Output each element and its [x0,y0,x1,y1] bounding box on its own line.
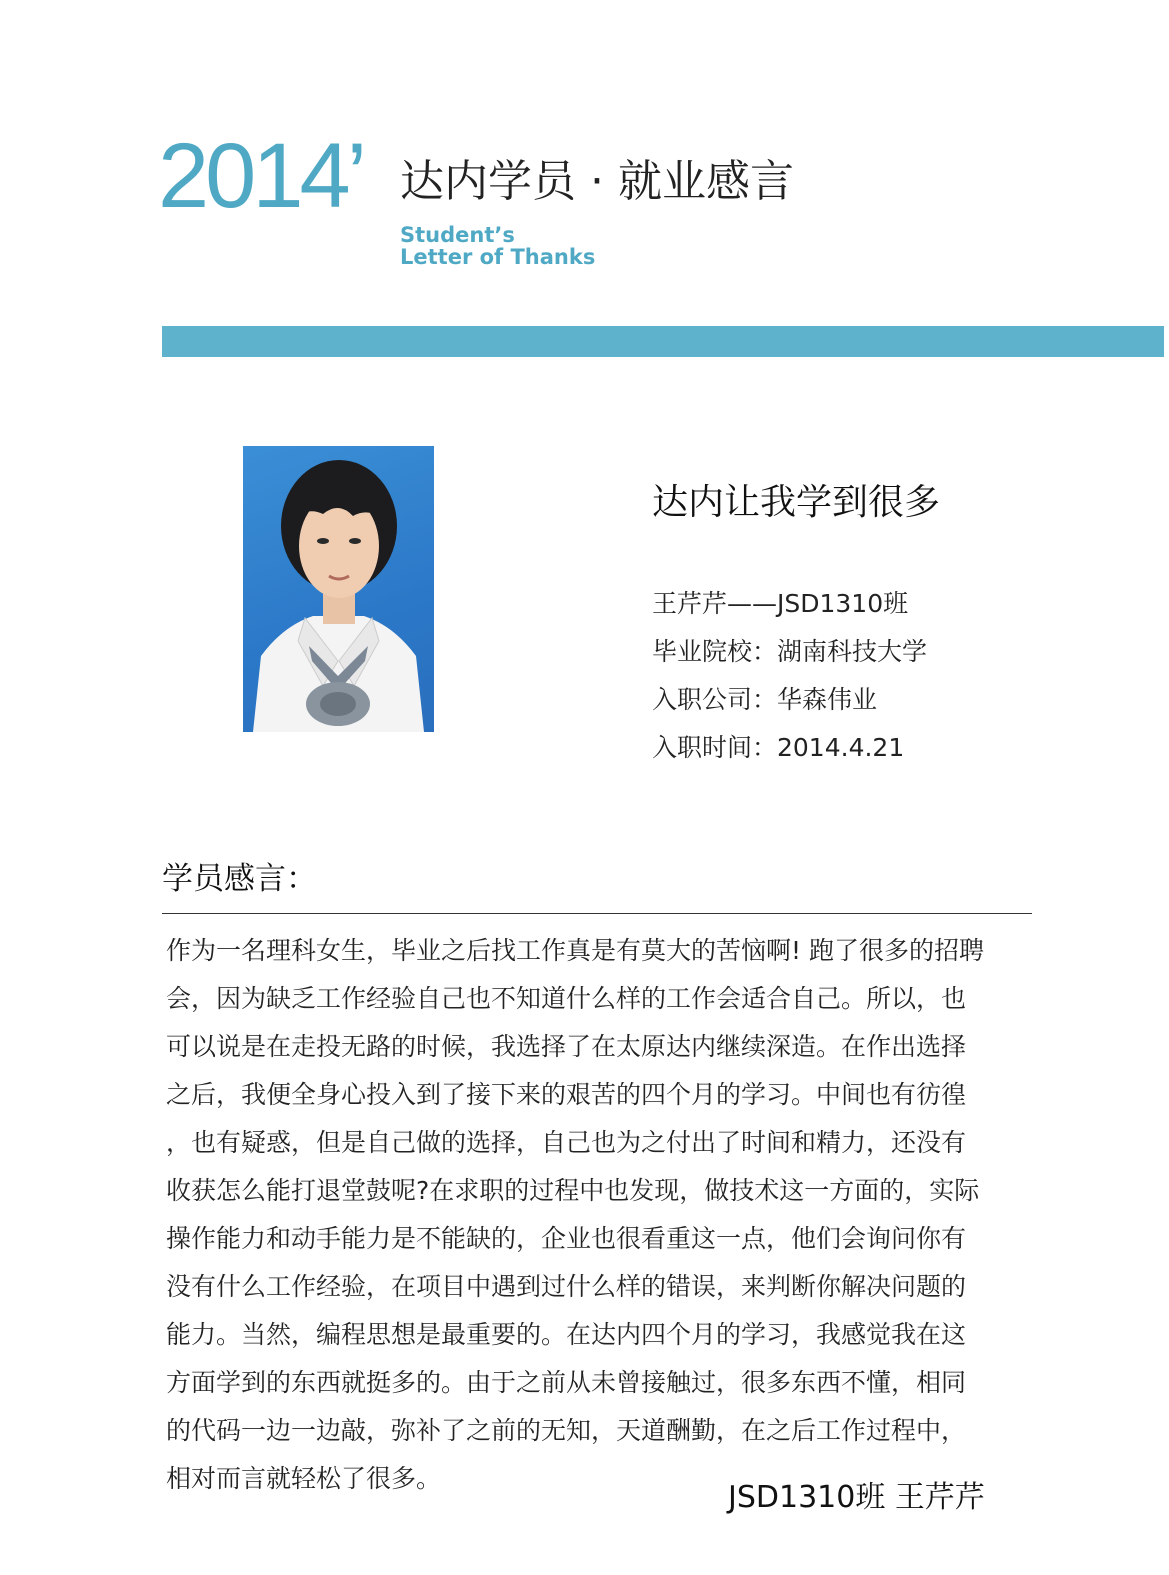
testimonial-body [166,927,1036,1503]
testimonial-line: 之后，我便全身心投入到了接下来的艰苦的四个月的学习。中间也有彷徨 [166,1080,967,1109]
profile-info [652,580,927,772]
brand-year: 2014’ [158,125,364,227]
signature: JSD1310班 王芹芹 [728,1480,985,1515]
testimonial-line: 操作能力和动手能力是不能缺的，企业也很看重这一点，他们会询问你有 [166,1224,967,1253]
brand-title: 达内学员 · 就业感言 [400,156,794,207]
testimonial-line: 会，因为缺乏工作经验自己也不知道什么样的工作会适合自己。所以，也 [166,984,967,1013]
brand-subtitle-line1: Student’s [400,223,515,247]
profile-start-date: 入职时间：2014.4.21 [652,733,905,762]
profile-company: 入职公司：华森伟业 [652,685,878,714]
testimonial-line: 可以说是在走投无路的时候，我选择了在太原达内继续深造。在作出选择 [166,1032,967,1061]
testimonial-line: 作为一名理科女生，毕业之后找工作真是有莫大的苦恼啊! 跑了很多的招聘 [166,936,984,965]
testimonial-line: 的代码一边一边敲，弥补了之前的无知，天道酬勤，在之后工作过程中， [166,1416,967,1445]
testimonial-line: 收获怎么能打退堂鼓呢?在求职的过程中也发现，做技术这一方面的，实际 [166,1176,980,1205]
student-photo [243,446,434,732]
section-divider [162,913,1032,914]
header-accent-bar [162,326,1164,357]
brand-subtitle-line2: Letter of Thanks [400,245,596,269]
student-portrait-illustration [243,446,434,732]
testimonial-line: 方面学到的东西就挺多的。由于之前从未曾接触过，很多东西不懂，相同 [166,1368,967,1397]
brand-subtitle [400,224,595,268]
profile-school: 毕业院校：湖南科技大学 [652,637,928,666]
testimonial-label: 学员感言： [162,861,317,897]
testimonial-line: 没有什么工作经验，在项目中遇到过什么样的错误，来判断你解决问题的 [166,1272,967,1301]
testimonial-line: 相对而言就轻松了很多。 [166,1464,442,1493]
testimonial-line: ，也有疑惑，但是自己做的选择，自己也为之付出了时间和精力，还没有 [166,1128,967,1157]
profile-name-class: 王芹芹——JSD1310班 [652,589,909,618]
profile-headline: 达内让我学到很多 [652,482,941,523]
testimonial-line: 能力。当然，编程思想是最重要的。在达内四个月的学习，我感觉我在这 [166,1320,967,1349]
